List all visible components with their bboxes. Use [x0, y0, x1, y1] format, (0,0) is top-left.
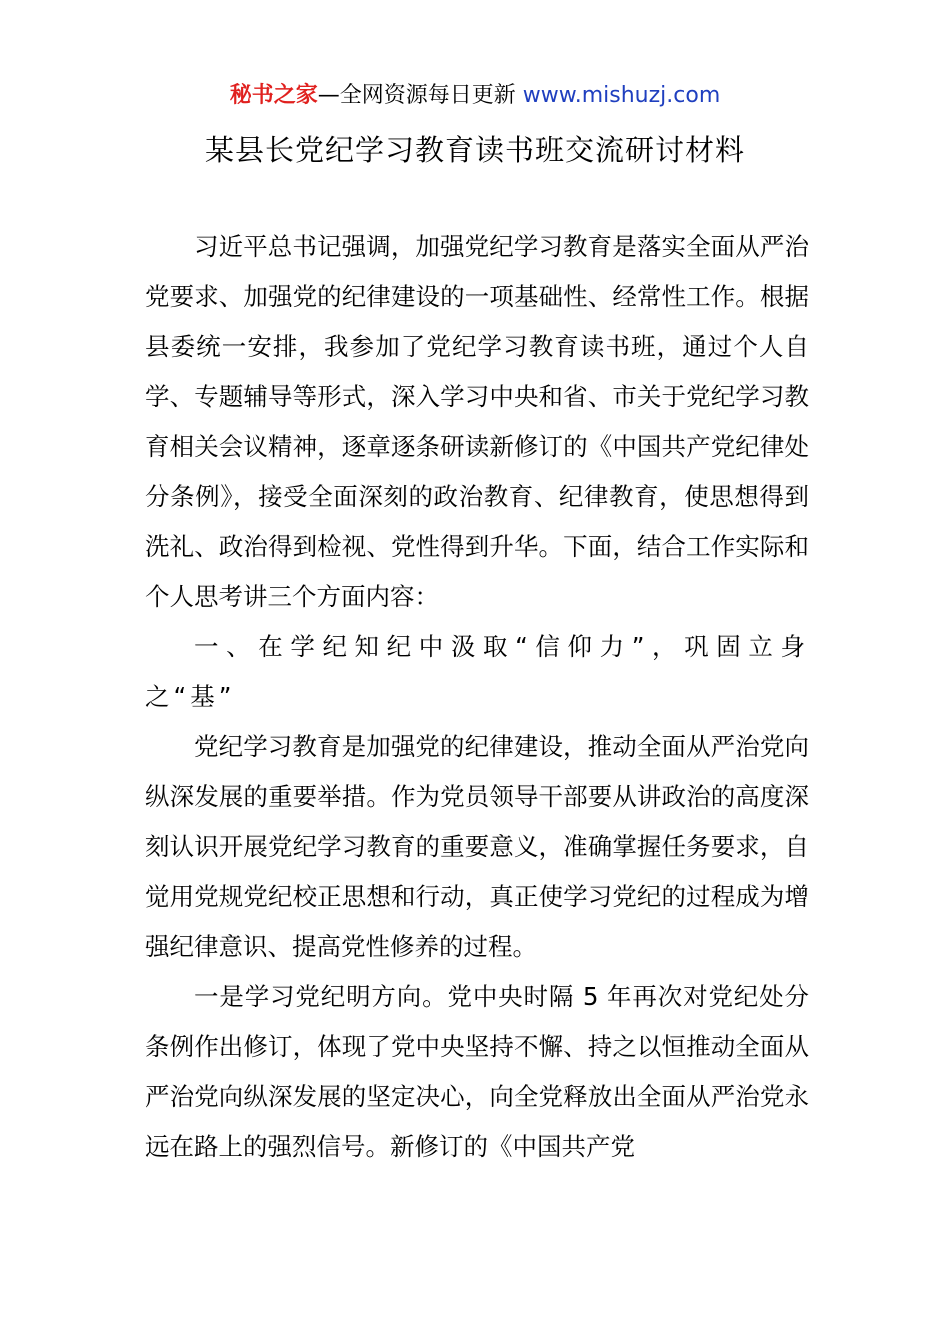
- body-paragraph: 党纪学习教育是加强党的纪律建设，推动全面从严治党向纵深发展的重要举措。作为党员领导干部要从讲政治的高度深刻认识开展党纪学习教育的重要意义，准确掌握任务要求，自觉用党规党纪校正思想和行动，真正使学习党纪的过程成为增强纪律意识、提高党性修养的过程。: [145, 732, 809, 961]
- section-heading: 一、在学纪知纪中汲取“信仰力”，巩固立身之“基”: [145, 632, 809, 711]
- site-brand: 秘书之家: [229, 83, 318, 108]
- intro-paragraph: 习近平总书记强调，加强党纪学习教育是落实全面从严治党要求、加强党的纪律建设的一项基础性、经常性工作。根据县委统一安排，我参加了党纪学习教育读书班，通过个人自学、专题辅导等形式，深入学习中央和省、市关于党纪学习教育相关会议精神，逐章逐条研读新修订的《中国共产党纪律处分条例》，接受全面深刻的政治教育、纪律教育，使思想得到洗礼、政治得到检视、党性得到升华。下面，结合工作实际和个人思考讲三个方面内容：: [145, 232, 809, 611]
- body-paragraph: 一是学习党纪明方向。党中央时隔 5 年再次对党纪处分条例作出修订，体现了党中央坚持不懈、持之以恒推动全面从严治党向纵深发展的坚定决心，向全党释放出全面从严治党永远在路上的强烈信号。新修订的《中国共产党: [145, 982, 809, 1161]
- document-body: [145, 222, 809, 1172]
- site-tagline: —全网资源每日更新: [317, 83, 523, 108]
- site-header: [0, 80, 950, 112]
- site-url-link[interactable]: www.mishuzj.com: [522, 83, 721, 108]
- document-title: 某县长党纪学习教育读书班交流研讨材料: [204, 133, 745, 167]
